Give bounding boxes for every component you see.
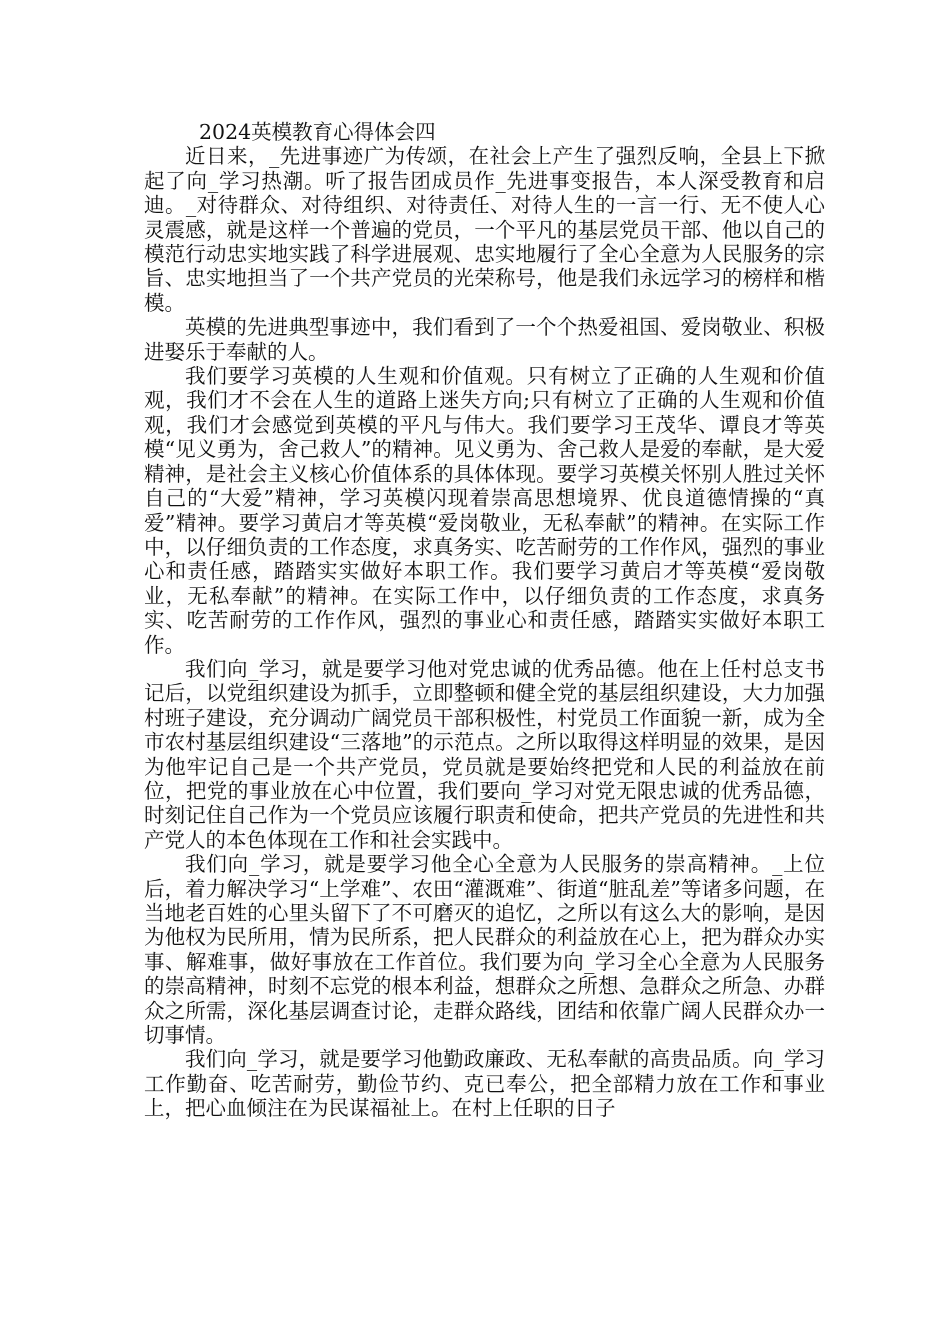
paragraph-1: 近日来，_先进事迹广为传颂，在社会上产生了强烈反响，全县上下掀起了向_学习热潮。听了报告团成员作_先进事变报告，本人深受教育和启迪。_对待群众、对待组织、对待责任、对待人生的一言一行、无不使人心灵震感，就是这样一个普遍的党员，一个平凡的基层党员干部、他以自己的模范行动忠实地实践了科学进展观、忠实地履行了全心全意为人民服务的宗旨、忠实地担当了一个共产党员的光荣称号，他是我们永远学习的榜样和楷模。 [144, 144, 825, 315]
paragraph-2: 英模的先进典型事迹中，我们看到了一个个热爱祖国、爱岗敬业、积极进娶乐于奉献的人。 [144, 315, 825, 364]
paragraph-4: 我们向_学习，就是要学习他对党忠诚的优秀品德。他在上任村总支书记后，以党组织建设为抓手，立即整顿和健全党的基层组织建设，大力加强村班子建设，充分调动广阔党员干部积极性，村党员工作面貌一新，成为全市农村基层组织建设“三落地”的示范点。之所以取得这样明显的效果，是因为他牢记自己是一个共产党员，党员就是要始终把党和人民的利益放在前位，把党的事业放在心中位置，我们要向_学习对党无限忠诚的优秀品德，时刻记住自己作为一个党员应该履行职责和使命，把共产党员的先进性和共产党人的本色体现在工作和社会实践中。 [144, 656, 825, 852]
paragraph-5: 我们向_学习，就是要学习他全心全意为人民服务的崇高精神。_上位后，着力解决学习“上学难”、农田“灌溉难”、街道“脏乱差”等诸多问题，在当地老百姓的心里头留下了不可磨灭的追忆，之所以有这么大的影响，是因为他权为民所用，情为民所系，把人民群众的利益放在心上，把为群众办实事、解难事，做好事放在工作首位。我们要为向_学习全心全意为人民服务的崇高精神，时刻不忘党的根本利益，想群众之所想、急群众之所急、办群众之所需，深化基层调查讨论，走群众路线，团结和依靠广阔人民群众办一切事情。 [144, 852, 825, 1048]
paragraph-6: 我们向_学习，就是要学习他勤政廉政、无私奉献的高贵品质。向_学习工作勤奋、吃苦耐劳，勤俭节约、克已奉公，把全部精力放在工作和事业上，把心血倾注在为民谋福祉上。在村上任职的日子 [144, 1047, 825, 1121]
document-title: 2024英模教育心得体会四 [199, 120, 436, 144]
document-page [144, 120, 825, 1121]
paragraph-3: 我们要学习英模的人生观和价值观。只有树立了正确的人生观和价值观，我们才不会在人生的道路上迷失方向;只有树立了正确的人生观和价值观，我们才会感觉到英模的平凡与伟大。我们要学习王茂华、谭良才等英模“见义勇为，舍己救人”的精神。见义勇为、舍己救人是爱的奉献，是大爱精神，是社会主义核心价值体系的具体体现。要学习英模关怀别人胜过关怀自己的“大爱”精神，学习英模闪现着崇高思想境界、优良道德情操的“真爱”精神。要学习黄启才等英模“爱岗敬业，无私奉献”的精神。在实际工作中，以仔细负责的工作态度，求真务实、吃苦耐劳的工作作风，强烈的事业心和责任感，踏踏实实做好本职工作。我们要学习黄启才等英模“爱岗敬业，无私奉献”的精神。在实际工作中，以仔细负责的工作态度，求真务实、吃苦耐劳的工作作风，强烈的事业心和责任感，踏踏实实做好本职工作。 [144, 364, 825, 657]
